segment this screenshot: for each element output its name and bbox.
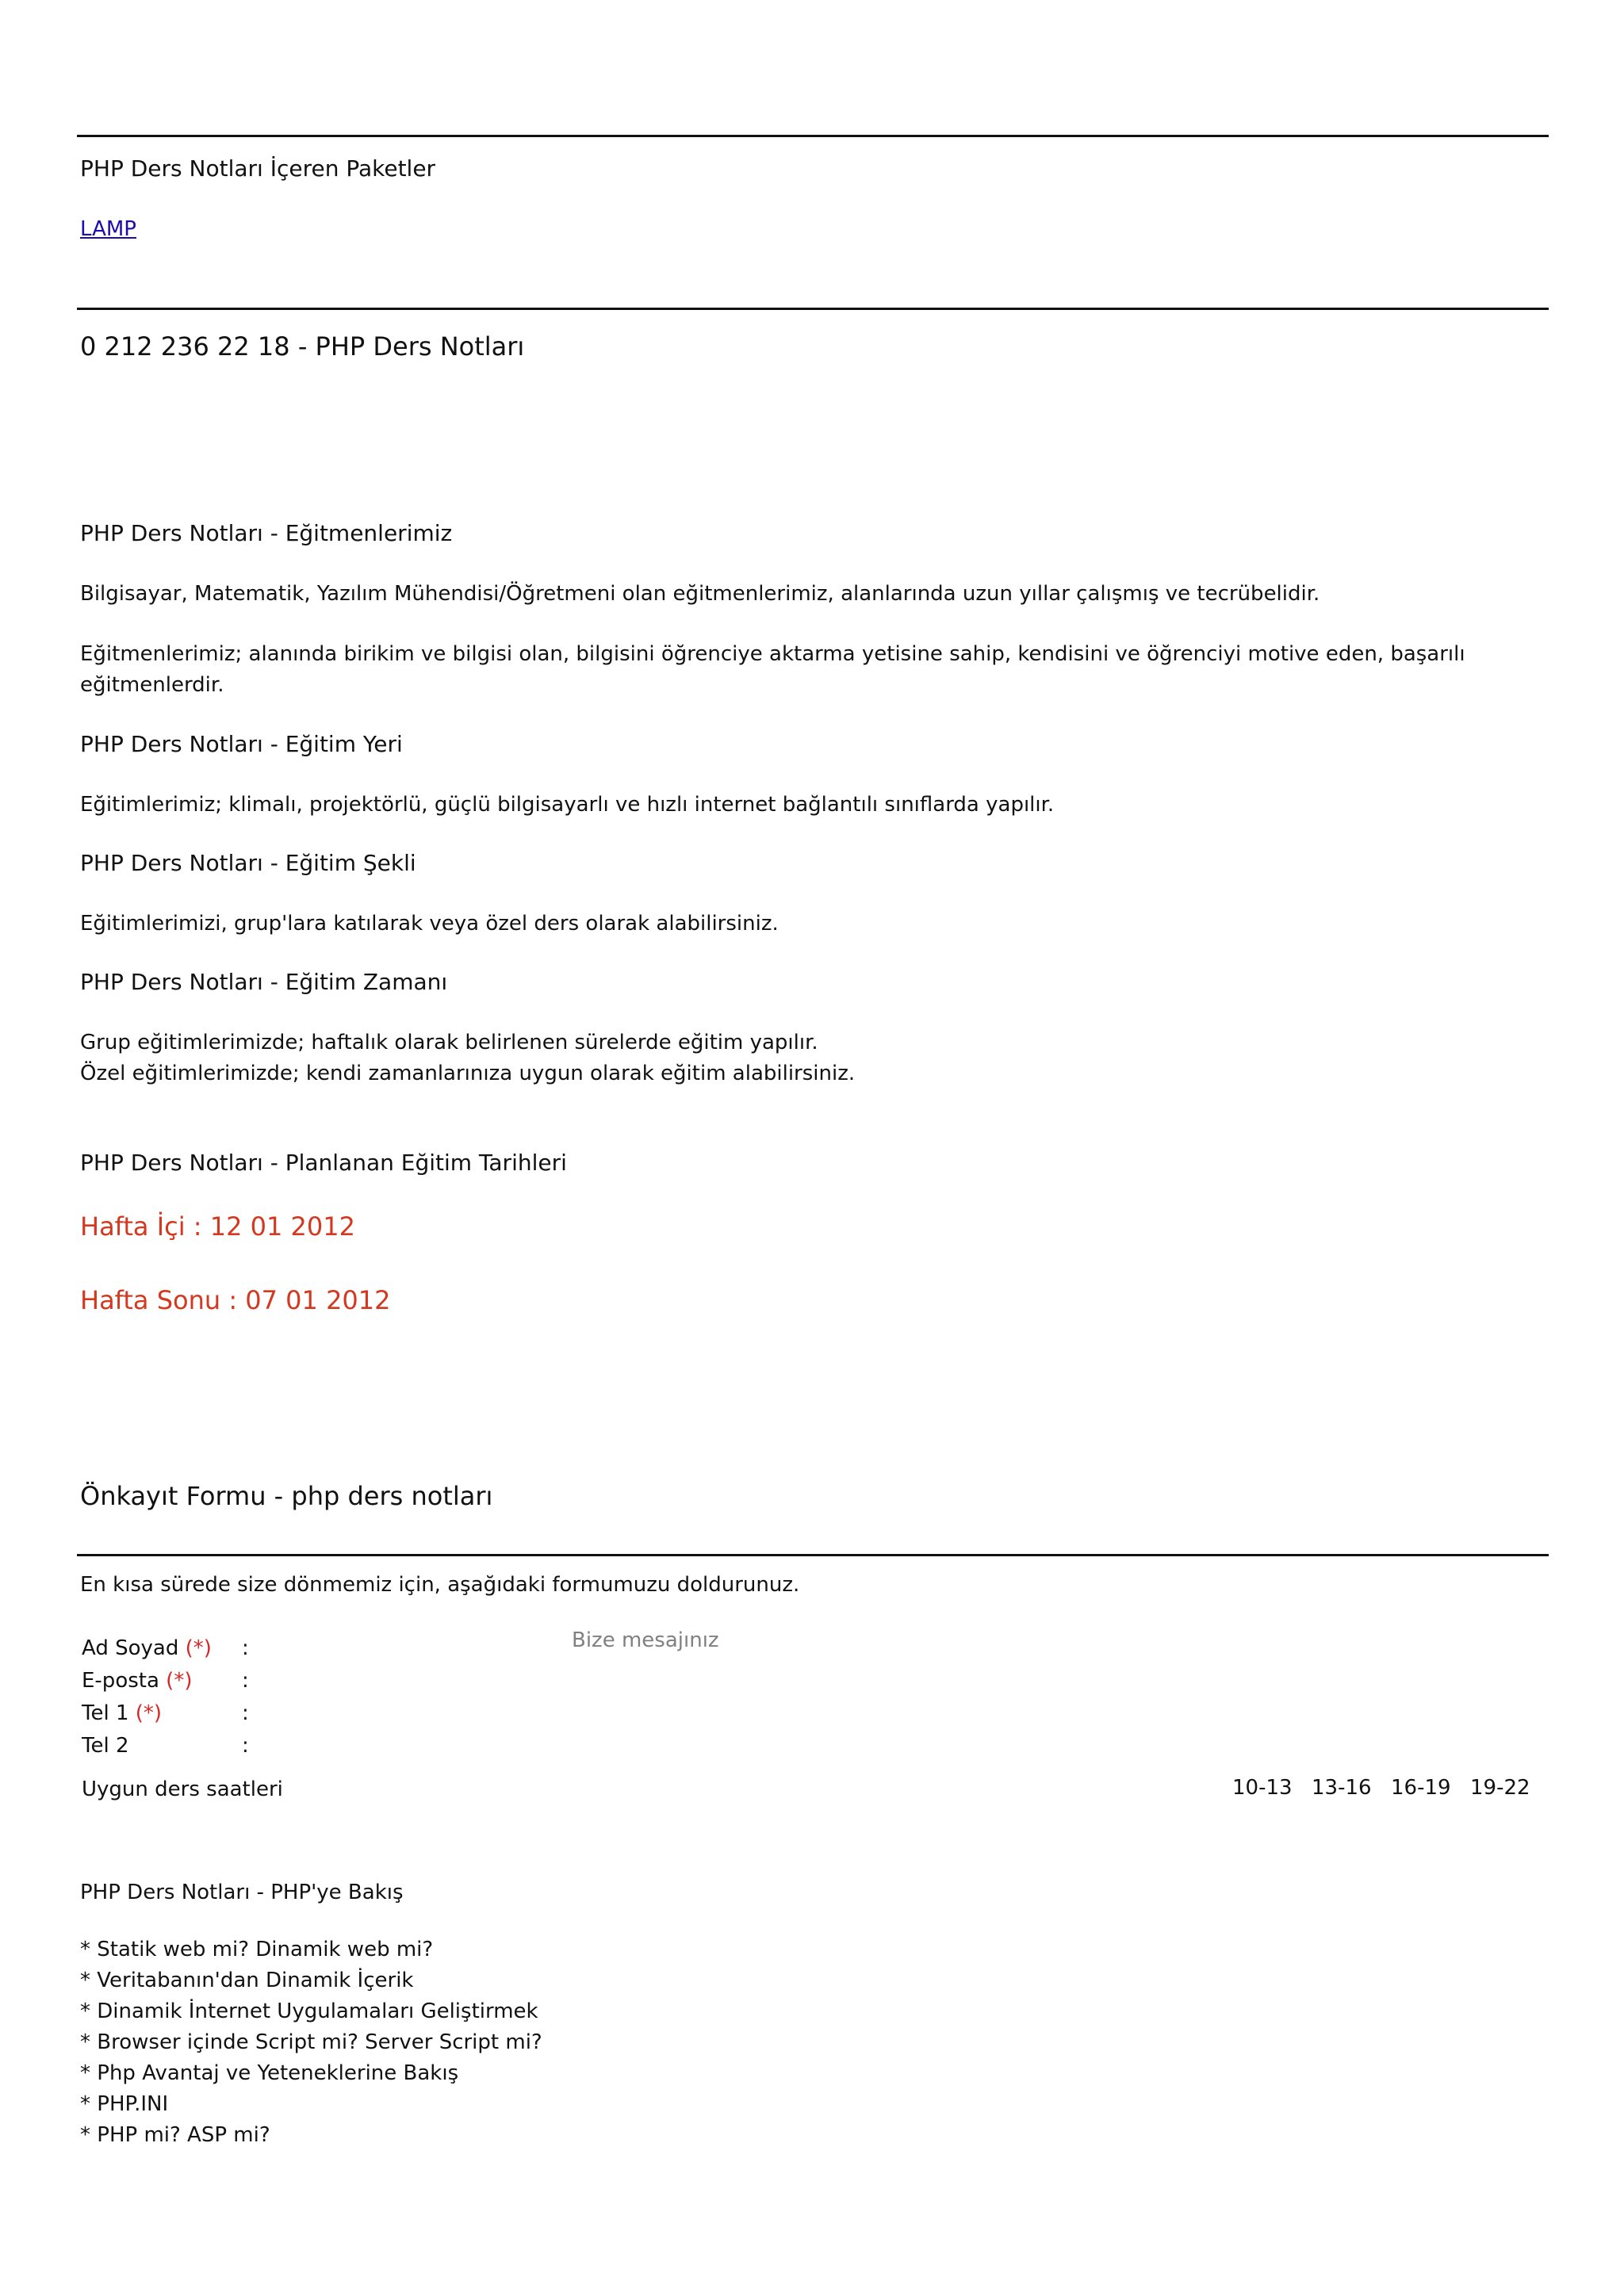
email-row bbox=[82, 1669, 249, 1693]
tel1-label: Tel 1 bbox=[82, 1701, 129, 1725]
list-item: * Php Avantaj ve Yeteneklerine Bakış bbox=[80, 2061, 459, 2085]
tel1-row bbox=[82, 1701, 249, 1725]
overview-heading: PHP Ders Notları - PHP'ye Bakış bbox=[80, 1881, 404, 1904]
hours-option-3[interactable]: 16-19 bbox=[1391, 1776, 1451, 1800]
list-item: * Browser içinde Script mi? Server Script mi? bbox=[80, 2030, 542, 2054]
tel1-colon: : bbox=[242, 1701, 249, 1725]
name-colon: : bbox=[242, 1636, 249, 1660]
trainers-paragraph-2-line-2: eğitmenlerdir. bbox=[80, 673, 224, 697]
tel1-input[interactable] bbox=[259, 1697, 580, 1727]
trainers-paragraph-2-line-1: Eğitmenlerimiz; alanında birikim ve bilgisi olan, bilgisini öğrenciye aktarma yetisine sahip, kendisini ve öğrenciyi motive eden, başarılı bbox=[80, 642, 1465, 666]
format-heading: PHP Ders Notları - Eğitim Şekli bbox=[80, 850, 416, 876]
list-item: * PHP.INI bbox=[80, 2092, 169, 2116]
top-divider bbox=[77, 135, 1549, 137]
email-input[interactable] bbox=[259, 1664, 580, 1694]
list-item: * Dinamik İnternet Uygulamaları Geliştirmek bbox=[80, 1999, 538, 2023]
time-line-2: Özel eğitimlerimizde; kendi zamanlarınıza uygun olarak eğitim alabilirsiniz. bbox=[80, 1062, 856, 1085]
tel2-input[interactable] bbox=[259, 1729, 580, 1759]
time-line-1: Grup eğitimlerimizde; haftalık olarak belirlenen sürelerde eğitim yapılır. bbox=[80, 1031, 818, 1054]
trainers-heading: PHP Ders Notları - Eğitmenlerimiz bbox=[80, 520, 453, 546]
time-heading: PHP Ders Notları - Eğitim Zamanı bbox=[80, 969, 448, 995]
phone-title: 0 212 236 22 18 - PHP Ders Notları bbox=[80, 331, 525, 362]
tel2-colon: : bbox=[242, 1734, 249, 1758]
hours-option-4[interactable]: 19-22 bbox=[1470, 1776, 1530, 1800]
hours-label: Uygun ders saatleri bbox=[82, 1777, 283, 1801]
form-divider bbox=[77, 1554, 1549, 1556]
dates-heading: PHP Ders Notları - Planlanan Eğitim Tarihleri bbox=[80, 1150, 567, 1176]
overview-list bbox=[80, 1934, 542, 2151]
name-row bbox=[82, 1636, 249, 1660]
name-input[interactable] bbox=[259, 1632, 580, 1662]
weekend-date: Hafta Sonu : 07 01 2012 bbox=[80, 1285, 391, 1315]
tel2-row bbox=[82, 1734, 249, 1758]
hours-option-1[interactable]: 10-13 bbox=[1232, 1776, 1293, 1800]
email-colon: : bbox=[242, 1669, 249, 1693]
message-textarea[interactable] bbox=[572, 1628, 1174, 1747]
email-label: E-posta bbox=[82, 1669, 159, 1693]
tel1-required-mark: (*) bbox=[135, 1701, 163, 1725]
form-title: Önkayıt Formu - php ders notları bbox=[80, 1481, 493, 1511]
name-required-mark: (*) bbox=[185, 1636, 212, 1660]
form-intro: En kısa sürede size dönmemiz için, aşağıdaki formumuzu doldurunuz. bbox=[80, 1573, 800, 1597]
weekday-date: Hafta İçi : 12 01 2012 bbox=[80, 1211, 355, 1242]
tel2-label: Tel 2 bbox=[82, 1734, 129, 1758]
list-item: * PHP mi? ASP mi? bbox=[80, 2123, 270, 2147]
name-label: Ad Soyad bbox=[82, 1636, 179, 1660]
email-required-mark: (*) bbox=[166, 1669, 193, 1693]
place-text: Eğitimlerimiz; klimalı, projektörlü, güçlü bilgisayarlı ve hızlı internet bağlantılı sınıflarda yapılır. bbox=[80, 793, 1055, 817]
lamp-link[interactable]: LAMP bbox=[80, 217, 136, 241]
trainers-paragraph-1: Bilgisayar, Matematik, Yazılım Mühendisi/Öğretmeni olan eğitmenlerimiz, alanlarında uzun yıllar çalışmış ve tecrübelidir. bbox=[80, 582, 1320, 606]
packages-heading: PHP Ders Notları İçeren Paketler bbox=[80, 155, 436, 182]
list-item: * Statik web mi? Dinamik web mi? bbox=[80, 1938, 434, 1961]
contact-divider bbox=[77, 308, 1549, 310]
list-item: * Veritabanın'dan Dinamik İçerik bbox=[80, 1969, 414, 1992]
format-text: Eğitimlerimizi, grup'lara katılarak veya özel ders olarak alabilirsiniz. bbox=[80, 912, 779, 936]
place-heading: PHP Ders Notları - Eğitim Yeri bbox=[80, 731, 403, 757]
hours-option-2[interactable]: 13-16 bbox=[1312, 1776, 1372, 1800]
